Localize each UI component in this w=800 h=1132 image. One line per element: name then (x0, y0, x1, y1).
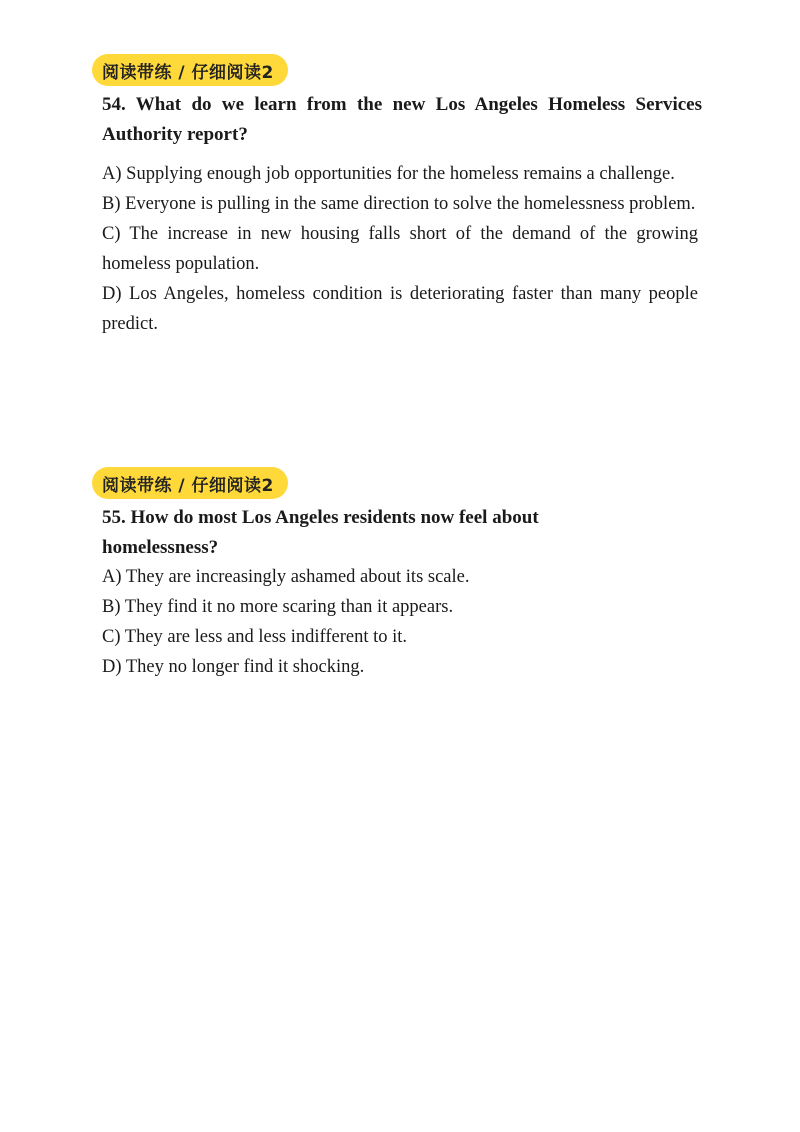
option-b (102, 189, 698, 219)
option-text: They are less and less indifferent to it. (124, 627, 408, 647)
option-letter: A) (102, 164, 122, 184)
question-text: 55. How do most Los Angeles residents now feel about homelessness? (102, 507, 539, 558)
option-d (102, 279, 698, 339)
option-a (102, 159, 698, 189)
option-letter: A) (102, 567, 122, 587)
option-text: Los Angeles, homeless condition is deteriorating faster than many people predict. (102, 284, 698, 334)
options-list (102, 159, 698, 339)
option-c (102, 622, 698, 652)
option-c (102, 219, 698, 279)
option-text: Everyone is pulling in the same direction to solve the homelessness problem. (125, 194, 696, 214)
option-letter: B) (102, 597, 121, 617)
option-d (102, 652, 698, 682)
option-text: They are increasingly ashamed about its scale. (125, 567, 470, 587)
section-tag: 阅读带练 / 仔细阅读2 (92, 54, 288, 86)
options-list (102, 562, 698, 682)
option-letter: D) (102, 284, 122, 304)
option-a (102, 562, 698, 592)
option-text: Supplying enough job opportunities for the homeless remains a challenge. (126, 164, 675, 184)
option-text: They no longer find it shocking. (125, 657, 365, 677)
option-text: The increase in new housing falls short of the demand of the growing homeless population. (102, 224, 698, 274)
question-text: 54. What do we learn from the new Los Angeles Homeless Services Authority report? (102, 94, 702, 145)
option-b (102, 592, 698, 622)
option-letter: B) (102, 194, 121, 214)
option-letter: D) (102, 657, 122, 677)
section-tag: 阅读带练 / 仔细阅读2 (92, 467, 288, 499)
option-letter: C) (102, 224, 121, 244)
option-text: They find it no more scaring than it appears. (124, 597, 454, 617)
option-letter: C) (102, 627, 121, 647)
